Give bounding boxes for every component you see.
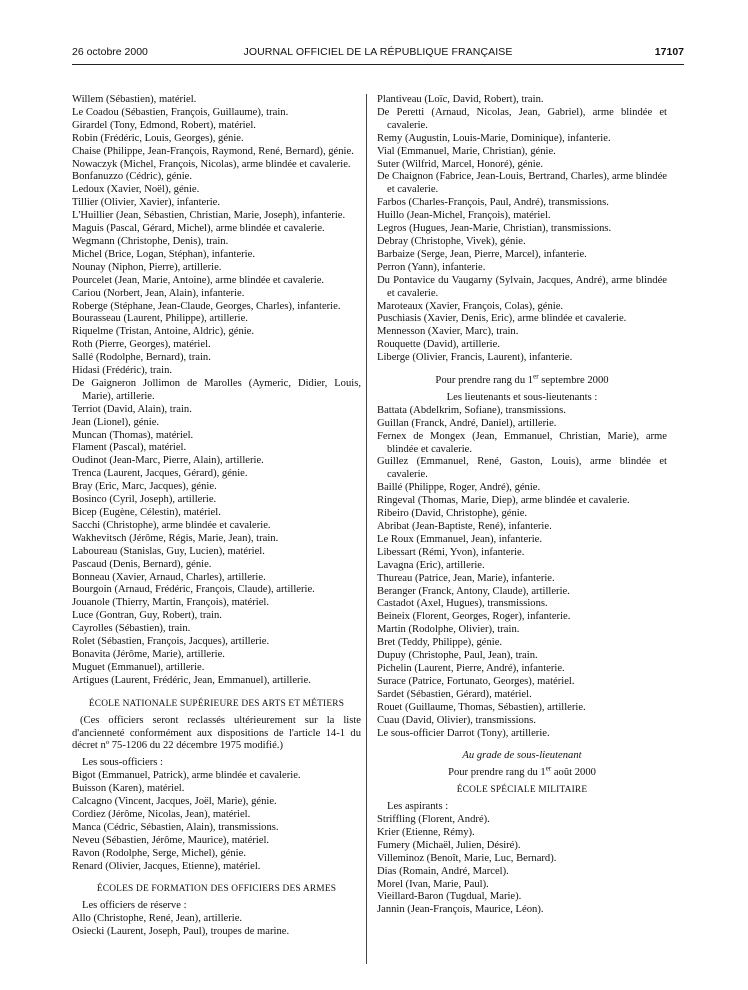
list-entry: Beranger (Franck, Antony, Claude), artillerie. (377, 585, 570, 597)
list-entry: Le sous-officier Darrot (Tony), artillerie. (377, 727, 550, 739)
list-entry: Cuau (David, Olivier), transmissions. (377, 714, 536, 726)
list-entry: Hidasi (Frédéric), train. (72, 365, 173, 377)
list-entry: Mennesson (Xavier, Marc), train. (377, 326, 519, 338)
group-subheading: Les aspirants : (387, 801, 449, 813)
spacer (72, 688, 361, 698)
list-entry: Artigues (Laurent, Frédéric, Jean, Emmanuel), artillerie. (72, 674, 311, 686)
list-entry: Liberge (Olivier, Francis, Laurent), infanterie. (377, 352, 573, 364)
list-entry: Robin (Frédéric, Louis, Georges), génie. (72, 132, 244, 144)
list-entry: Dias (Romain, André, Marcel). (377, 865, 509, 877)
list-entry: Farbos (Charles-François, Paul, André), transmissions. (377, 197, 609, 209)
list-entry: Calcagno (Vincent, Jacques, Joël, Marie), génie. (72, 796, 277, 808)
date-heading-prefix: Pour prendre rang du 1 (435, 375, 534, 387)
list-entry: Krier (Etienne, Rémy). (377, 826, 475, 838)
list-entry: Bret (Teddy, Philippe), génie. (377, 637, 503, 649)
list-entry: Beineix (Florent, Georges, Roger), infanterie. (377, 611, 571, 623)
list-entry: Rouquette (David), artillerie. (377, 339, 500, 351)
list-entry: Bonneau (Xavier, Arnaud, Charles), artillerie. (72, 571, 266, 583)
list-entry: Buisson (Karen), matériel. (72, 783, 185, 795)
list-entry: Muguet (Emmanuel), artillerie. (72, 661, 205, 673)
date-heading-prefix: Pour prendre rang du 1 (448, 767, 546, 779)
list-entry: Barbaize (Serge, Jean, Pierre, Marcel), infanterie. (377, 248, 587, 260)
left-column (72, 94, 361, 939)
page-header (72, 44, 684, 60)
list-entry: Wegmann (Christophe, Denis), train. (72, 235, 229, 247)
list-entry: Cayrolles (Sébastien), train. (72, 623, 191, 635)
list-entry: Martin (Rodolphe, Olivier), train. (377, 624, 520, 636)
grade-heading: Au grade de sous-lieutenant (462, 750, 582, 762)
list-entry: Wakhevitsch (Jérôme, Régis, Marie, Jean), train. (72, 532, 279, 544)
date-heading-suffix: septembre 2000 (538, 375, 609, 387)
header-rule (72, 64, 684, 65)
list-entry: Bonavita (Jérôme, Marie), artillerie. (72, 648, 225, 660)
list-entry: Jean (Lionel), génie. (72, 416, 160, 428)
list-entry: Puschiasis (Xavier, Denis, Eric), arme blindée et cavalerie. (377, 313, 627, 325)
section-heading: ÉCOLE SPÉCIALE MILITAIRE (456, 785, 588, 796)
list-entry: Fernex de Mongex (Jean, Emmanuel, Christian, Marie), arme blindée et cavalerie. (377, 430, 667, 455)
list-entry: Nounay (Niphon, Pierre), artillerie. (72, 261, 222, 273)
list-entry: Bourasseau (Laurent, Philippe), artillerie. (72, 313, 248, 325)
list-entry: Rolet (Sébastien, François, Jacques), artillerie. (72, 636, 270, 648)
list-entry: Plantiveau (Loïc, David, Robert), train. (377, 94, 544, 105)
list-entry: Baillé (Philippe, Roger, André), génie. (377, 482, 541, 494)
list-entry: Pourcelet (Jean, Marie, Antoine), arme blindée et cavalerie. (72, 274, 325, 286)
list-entry: Vieillard-Baron (Tugdual, Marie). (377, 891, 522, 903)
list-entry: Bonfanuzzo (Cédric), génie. (72, 171, 193, 183)
list-entry: Ribeiro (David, Christophe), génie. (377, 508, 528, 520)
list-entry: Osiecki (Laurent, Joseph, Paul), troupes de marine. (72, 926, 290, 938)
list-entry: Abribat (Jean-Baptiste, René), infanterie. (377, 521, 552, 532)
list-entry: Morel (Ivan, Marie, Paul). (377, 878, 489, 890)
list-entry: Suter (Wilfrid, Marcel, Honoré), génie. (377, 158, 544, 170)
list-entry: Flament (Pascal), matériel. (72, 442, 187, 454)
list-entry: Fumery (Michaël, Julien, Désiré). (377, 839, 521, 851)
list-entry: Maguis (Pascal, Gérard, Michel), arme blindée et cavalerie. (72, 223, 325, 235)
spacer (377, 740, 667, 750)
right-column (377, 94, 667, 917)
list-entry: Bosinco (Cyril, Joseph), artillerie. (72, 494, 217, 506)
list-entry: Sallé (Rodolphe, Bernard), train. (72, 352, 211, 364)
list-entry: Laboureau (Stanislas, Guy, Lucien), matériel. (72, 545, 265, 557)
list-entry: Villeminoz (Benoît, Marie, Luc, Bernard). (377, 852, 557, 864)
list-entry: De Peretti (Arnaud, Nicolas, Jean, Gabriel), arme blindée et cavalerie. (377, 106, 667, 131)
list-entry: Dupuy (Christophe, Paul, Jean), train. (377, 650, 538, 662)
group-subheading: Les lieutenants et sous-lieutenants : (446, 391, 598, 403)
section-heading: ÉCOLE NATIONALE SUPÉRIEURE DES ARTS ET MÉTIERS (88, 698, 345, 709)
list-entry: Perron (Yann), infanterie. (377, 261, 486, 273)
list-entry: Sardet (Sébastien, Gérard), matériel. (377, 688, 532, 700)
list-entry: Luce (Gontran, Guy, Robert), train. (72, 610, 222, 622)
list-entry: Trenca (Laurent, Jacques, Gérard), génie. (72, 468, 248, 480)
list-entry: Chaise (Philippe, Jean-François, Raymond, René, Bernard), génie. (72, 145, 354, 157)
list-entry: Debray (Christophe, Vivek), génie. (377, 235, 526, 247)
header-date: 26 octobre 2000 (72, 46, 148, 58)
list-entry: Roberge (Stéphane, Jean-Claude, Georges, Charles), infanterie. (72, 300, 341, 312)
list-entry: Ravon (Rodolphe, Serge, Michel), génie. (72, 847, 246, 859)
group-subheading: Les officiers de réserve : (82, 900, 187, 912)
list-entry: Battata (Abdelkrim, Sofiane), transmissions. (377, 404, 566, 416)
list-entry: Renard (Olivier, Jacques, Etienne), matériel. (72, 860, 261, 872)
list-entry: Guillez (Emmanuel, René, Gaston, Louis), arme blindée et cavalerie. (377, 456, 667, 481)
list-entry: Manca (Cédric, Sébastien, Alain), transmissions. (72, 821, 279, 833)
list-entry: Lavagna (Eric), artillerie. (377, 559, 485, 571)
list-entry: Allo (Christophe, René, Jean), artillerie. (72, 913, 243, 925)
list-entry: Ringeval (Thomas, Marie, Diep), arme blindée et cavalerie. (377, 495, 630, 507)
list-entry: Huillo (Jean-Michel, François), matériel. (377, 210, 551, 222)
list-entry: Oudinot (Jean-Marc, Pierre, Alain), artillerie. (72, 455, 264, 467)
list-entry: Neveu (Sébastien, Jérôme, Maurice), matériel. (72, 834, 270, 846)
list-entry: Girardel (Tony, Edmond, Robert), matériel. (72, 119, 256, 131)
list-entry: Terriot (David, Alain), train. (72, 403, 192, 415)
list-entry: Bicep (Eugène, Célestin), matériel. (72, 507, 221, 518)
date-heading-sup: er (545, 764, 552, 773)
list-entry: Pichelin (Laurent, Pierre, André), infanterie. (377, 662, 565, 674)
list-entry: Rouet (Guillaume, Thomas, Sébastien), artillerie. (377, 701, 586, 713)
list-entry: Muncan (Thomas), matériel. (72, 429, 194, 441)
list-entry: Tillier (Olivier, Xavier), infanterie. (72, 197, 221, 209)
list-entry: Surace (Patrice, Fortunato, Georges), matériel. (377, 675, 575, 687)
date-heading-sup: er (533, 372, 539, 381)
section-heading: ÉCOLES DE FORMATION DES OFFICIERS DES ARMES (96, 884, 337, 895)
section-note: (Ces officiers seront reclassés ultérieurement sur la liste d'ancienneté conformément aux dispositions de l'article 14-1 du décret nº 75-1206 du 22 décembre 1975 modifié.) (72, 714, 361, 752)
list-entry: Jannin (Jean-François, Maurice, Léon). (377, 904, 544, 916)
list-entry: Legros (Hugues, Jean-Marie, Christian), transmissions. (377, 223, 612, 235)
list-entry: Guillan (Franck, André, Daniel), artillerie. (377, 417, 557, 429)
list-entry: Nowaczyk (Michel, François, Nicolas), arme blindée et cavalerie. (72, 158, 351, 170)
spacer (377, 365, 667, 375)
list-entry: Le Coadou (Sébastien, François, Guillaume), train. (72, 106, 289, 118)
list-entry: Thureau (Patrice, Jean, Marie), infanterie. (377, 572, 555, 584)
list-entry: Michel (Brice, Logan, Stéphan), infanterie. (72, 248, 255, 260)
list-entry: Jouanole (Thierry, Martin, François), matériel. (72, 597, 269, 609)
list-entry: Bray (Eric, Marc, Jacques), génie. (72, 481, 217, 493)
list-entry: Sacchi (Christophe), arme blindée et cavalerie. (72, 519, 271, 531)
list-entry: Roth (Pierre, Georges), matériel. (72, 339, 211, 351)
list-entry: Ledoux (Xavier, Noël), génie. (72, 184, 200, 196)
list-entry: De Gaigneron Jollimon de Marolles (Aymeric, Didier, Louis, Marie), artillerie. (72, 377, 361, 402)
list-entry: Vial (Emmanuel, Marie, Christian), génie. (377, 145, 556, 157)
list-entry: Bourgoin (Arnaud, Frédéric, François, Claude), artillerie. (72, 584, 315, 596)
list-entry: Striffling (Florent, André). (377, 814, 490, 826)
group-subheading: Les sous-officiers : (82, 757, 164, 769)
list-entry: Bigot (Emmanuel, Patrick), arme blindée et cavalerie. (72, 770, 301, 782)
list-entry: Castadot (Axel, Hugues), transmissions. (377, 598, 548, 610)
page-number: 17107 (654, 46, 684, 58)
list-entry: Maroteaux (Xavier, François, Colas), génie. (377, 300, 564, 312)
list-entry: Libessart (Rémi, Yvon), infanterie. (377, 546, 525, 558)
header-title: JOURNAL OFFICIEL DE LA RÉPUBLIQUE FRANÇAISE (243, 46, 513, 58)
date-heading-suffix: août 2000 (551, 767, 596, 779)
list-entry: Cariou (Norbert, Jean, Alain), infanterie. (72, 287, 245, 299)
list-entry: Cordiez (Jérôme, Nicolas, Jean), matériel. (72, 808, 251, 820)
list-entry: Riquelme (Tristan, Antoine, Aldric), génie. (72, 326, 255, 338)
column-separator (366, 94, 367, 964)
list-entry: Remy (Augustin, Louis-Marie, Dominique), infanterie. (377, 132, 611, 144)
list-entry: De Chaignon (Fabrice, Jean-Louis, Bertrand, Charles), arme blindée et cavalerie. (377, 171, 667, 196)
list-entry: Pascaud (Denis, Bernard), génie. (72, 558, 212, 570)
list-entry: Du Pontavice du Vaugarny (Sylvain, Jacques, André), arme blindée et cavalerie. (377, 274, 667, 299)
spacer (72, 873, 361, 883)
section-date-heading (377, 372, 667, 388)
section-date-heading (377, 764, 667, 780)
list-entry: Le Roux (Emmanuel, Jean), infanterie. (377, 533, 543, 545)
list-entry: Willem (Sébastien), matériel. (72, 94, 197, 105)
list-entry: L'Huillier (Jean, Sébastien, Christian, Marie, Joseph), infanterie. (72, 210, 346, 222)
